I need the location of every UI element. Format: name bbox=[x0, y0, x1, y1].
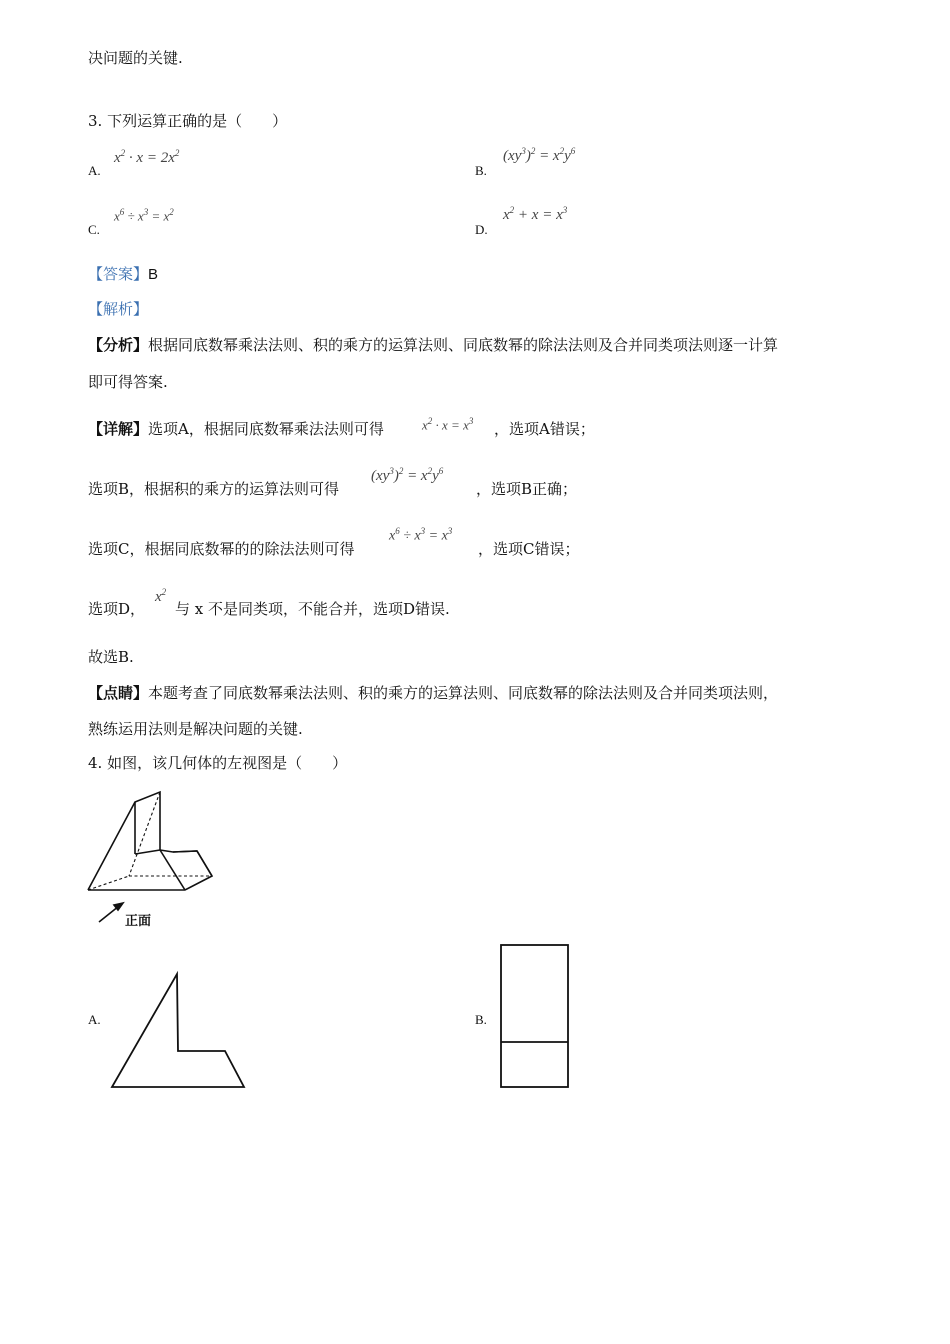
detail-a-expression: $x^2 \cdot x = x^3$ bbox=[422, 416, 474, 433]
detail-b-post: ，选项B正确； bbox=[476, 480, 578, 498]
analysis-tag: 【解析】 bbox=[88, 300, 149, 318]
option-c bbox=[88, 219, 100, 238]
option-d-label: D. bbox=[475, 222, 488, 237]
previous-answer-tail: 决问题的关键. bbox=[88, 49, 183, 67]
option-a-expression: $x^2 \cdot x = 2x^2$ bbox=[114, 148, 180, 166]
answer-value: B bbox=[148, 266, 159, 283]
option-b bbox=[475, 160, 487, 179]
detail-d-pre: 选项D， bbox=[88, 600, 146, 618]
dianjing-text-1: 本题考查了同底数幂乘法法则、积的乘方的运算法则、同底数幂的除法法则及合并同类项法则， bbox=[148, 684, 779, 702]
option-a-label: A. bbox=[88, 163, 101, 178]
option-d bbox=[475, 219, 488, 238]
detail-a bbox=[88, 419, 384, 439]
detail-c-post: ，选项C错误； bbox=[478, 540, 580, 558]
detail-a-post: ，选项A错误； bbox=[494, 420, 595, 438]
answer-tag: 【答案】 bbox=[88, 265, 149, 283]
q4-option-a-figure bbox=[108, 970, 248, 1092]
option-b-label: B. bbox=[475, 163, 487, 178]
detail-b-expression: $(xy^3)^2 = x^2y^6$ bbox=[371, 466, 444, 484]
dianjing-line-1 bbox=[88, 683, 778, 703]
detail-d-expression: $x^2$ bbox=[155, 587, 167, 605]
solid-figure bbox=[85, 788, 220, 933]
question-3-stem: 3. 下列运算正确的是（ ） bbox=[88, 112, 288, 130]
option-c-label: C. bbox=[88, 222, 100, 237]
fenxi-line-1 bbox=[88, 335, 778, 355]
detail-b-pre: 选项B，根据积的乘方的运算法则可得 bbox=[88, 480, 340, 498]
question-4-stem: 4. 如图，该几何体的左视图是（ ） bbox=[88, 754, 348, 772]
option-d-expression: $x^2 + x = x^3$ bbox=[503, 205, 568, 223]
answer-line bbox=[88, 264, 158, 285]
fenxi-text-1: 根据同底数幂乘法法则、积的乘方的运算法则、同底数幂的除法法则及合并同类项法则逐一计算 bbox=[148, 336, 779, 354]
option-c-expression: $x^6 \div x^3 = x^2$ bbox=[114, 207, 174, 224]
front-label: 正面 bbox=[125, 914, 152, 929]
detail-d-post: 与 x 不是同类项，不能合并，选项D错误. bbox=[175, 600, 450, 618]
fenxi-text-2: 即可得答案. bbox=[88, 373, 168, 391]
dianjing-text-2: 熟练运用法则是解决问题的关键. bbox=[88, 720, 303, 738]
option-b-expression: $(xy^3)^2 = x^2y^6$ bbox=[503, 146, 576, 164]
detail-c-pre: 选项C，根据同底数幂的的除法法则可得 bbox=[88, 540, 355, 558]
conclusion: 故选B. bbox=[88, 648, 134, 666]
fenxi-tag: 【分析】 bbox=[88, 336, 149, 354]
option-a bbox=[88, 160, 101, 179]
q4-option-b-label: B. bbox=[475, 1012, 487, 1027]
q4-option-b-figure bbox=[498, 942, 572, 1092]
dianjing-tag: 【点睛】 bbox=[88, 684, 149, 702]
detail-a-pre: 选项A，根据同底数幂乘法法则可得 bbox=[148, 420, 384, 438]
xiangjie-tag: 【详解】 bbox=[88, 420, 149, 438]
detail-c-expression: $x^6 \div x^3 = x^3$ bbox=[389, 526, 453, 544]
q4-option-a-label: A. bbox=[88, 1012, 101, 1027]
